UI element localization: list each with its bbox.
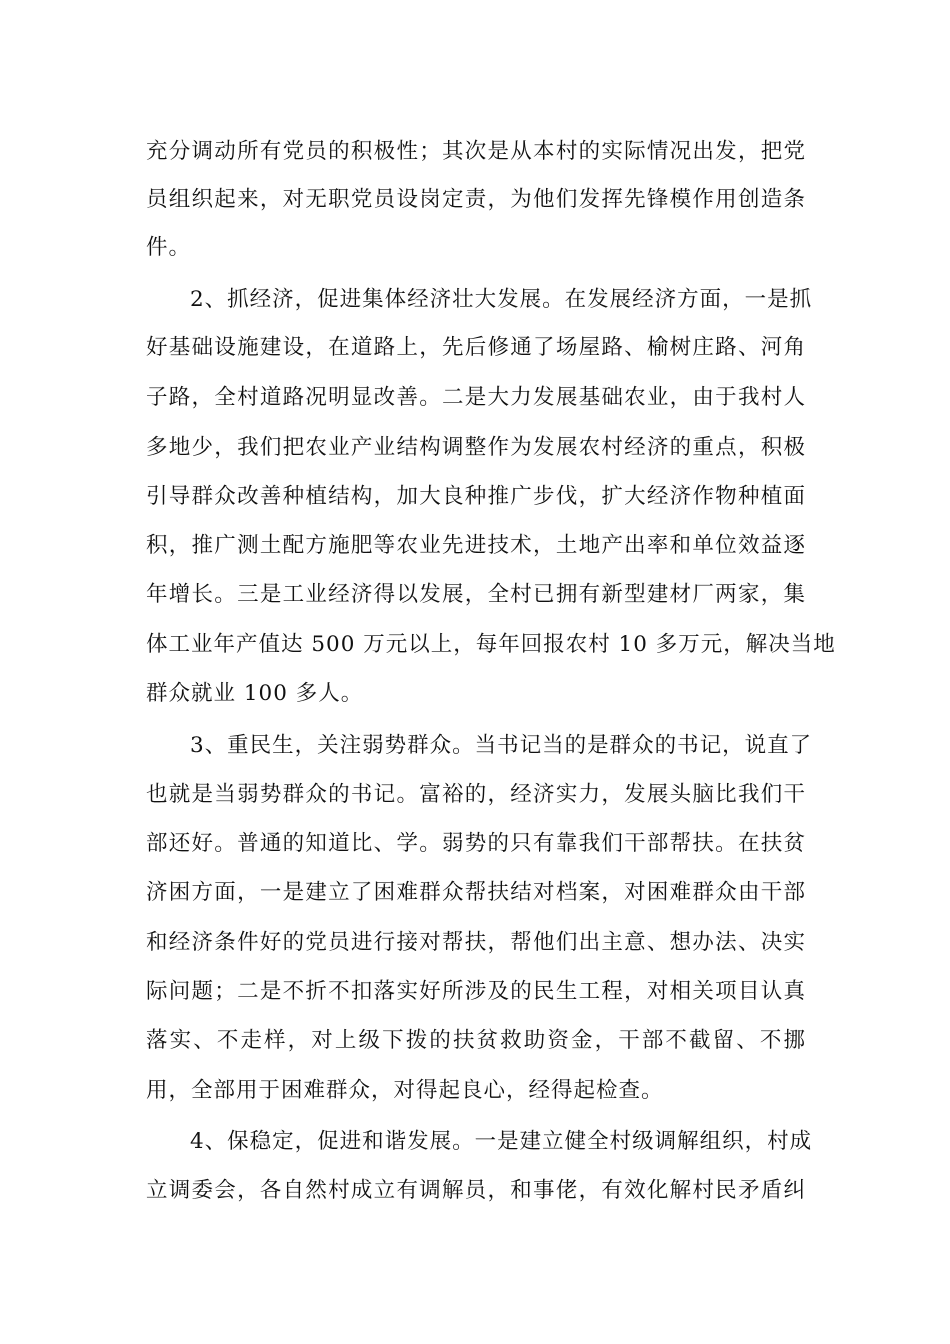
text-line: 立调委会，各自然村成立有调解员，和事佬，有效化解村民矛盾纠 [146,1178,806,1203]
text-line: 际问题；二是不折不扣落实好所涉及的民生工程，对相关项目认真 [146,979,806,1004]
text-line: 群众就业 100 多人。 [146,681,364,706]
text-line: 也就是当弱势群众的书记。富裕的，经济实力，发展头脑比我们干 [146,782,806,807]
paragraph-first-line: 3、重民生，关注弱势群众。当书记当的是群众的书记，说直了 [190,733,813,758]
text-line: 年增长。三是工业经济得以发展，全村已拥有新型建材厂两家，集 [146,582,806,607]
text-line: 落实、不走样，对上级下拨的扶贫救助资金，干部不截留、不挪 [146,1028,806,1053]
paragraph-first-line: 2、抓经济，促进集体经济壮大发展。在发展经济方面，一是抓 [190,287,813,312]
text-line: 子路，全村道路况明显改善。二是大力发展基础农业，由于我村人 [146,385,806,410]
text-line: 件。 [146,235,192,260]
text-line: 好基础设施建设，在道路上，先后修通了场屋路、榆树庄路、河角 [146,335,806,360]
text-line: 引导群众改善种植结构，加大良种推广步伐，扩大经济作物种植面 [146,484,806,509]
text-line: 积，推广测土配方施肥等农业先进技术，土地产出率和单位效益逐 [146,533,806,558]
text-line: 充分调动所有党员的积极性；其次是从本村的实际情况出发，把党 [146,139,806,164]
paragraph-first-line: 4、保稳定，促进和谐发展。一是建立健全村级调解组织，村成 [190,1129,813,1154]
text-line: 用，全部用于困难群众，对得起良心，经得起检查。 [146,1078,664,1103]
text-line: 员组织起来，对无职党员设岗定责，为他们发挥先锋模作用创造条 [146,187,806,212]
text-line: 和经济条件好的党员进行接对帮扶，帮他们出主意、想办法、决实 [146,930,806,955]
text-line: 济困方面，一是建立了困难群众帮扶结对档案，对困难群众由干部 [146,880,806,905]
text-line: 多地少，我们把农业产业结构调整作为发展农村经济的重点，积极 [146,435,806,460]
text-line: 部还好。普通的知道比、学。弱势的只有靠我们干部帮扶。在扶贫 [146,831,806,856]
text-line: 体工业年产值达 500 万元以上，每年回报农村 10 多万元，解决当地 [146,632,836,657]
